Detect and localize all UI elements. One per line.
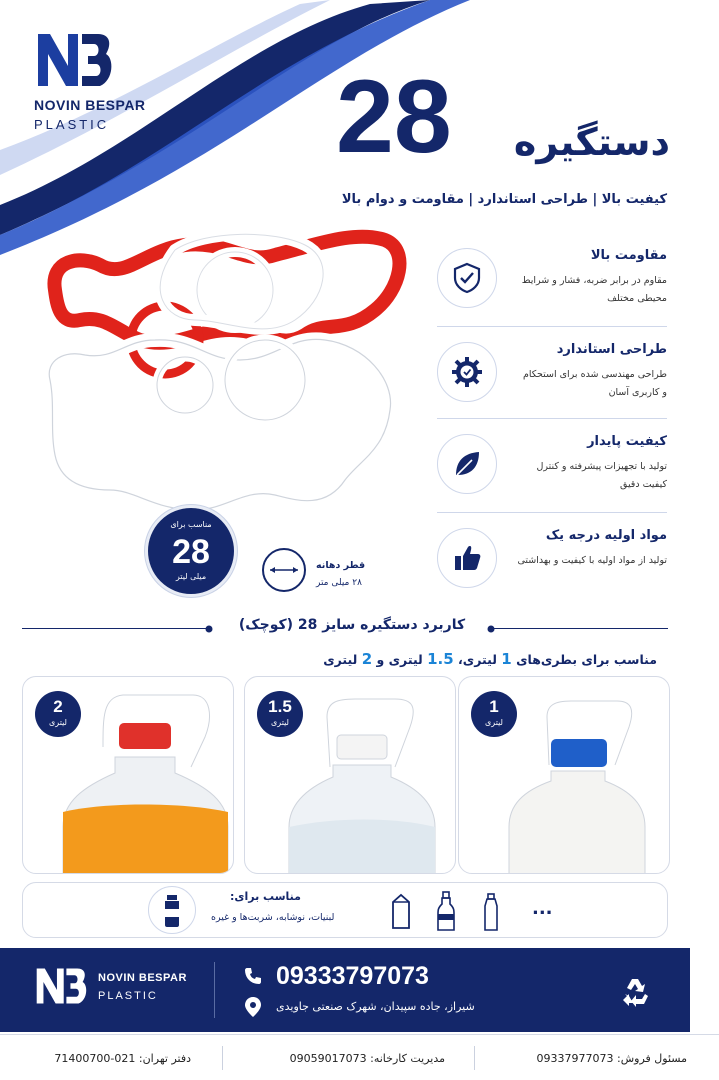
feature-title: مواد اولیه درجه یک [545,528,667,543]
usage-value-3: 2 [361,650,373,668]
drink-bottle-icon [148,886,196,934]
bottle-unit: لیتری [271,718,289,727]
hero-tagline: کیفیت بالا | طراحی استاندارد | مقاومت و دوام بالا [341,192,667,207]
soda-bottle-icon [435,890,457,934]
feature-item [437,338,667,418]
usage-unit-1: لیتری، [458,652,497,667]
logo-mark [34,30,114,90]
divider [437,418,667,419]
size-badge-value: 28 [172,533,210,571]
feature-item [437,244,667,324]
contact-separator [222,1046,223,1070]
bottle-unit: لیتری [49,718,67,727]
contact-tehran: دفتر تهران: 021-71400700 [54,1052,191,1065]
usage-line-right [492,628,668,629]
usage-unit-2: لیتری و [376,652,423,667]
feature-title: مقاومت بالا [590,248,667,263]
usage-unit-3: لیتری [323,652,358,667]
usage-dot-left [204,624,214,634]
divider [437,326,667,327]
footer-phone[interactable]: 09333797073 [276,962,429,990]
feature-item [437,524,667,604]
bottle-card-2l [22,676,234,874]
gear-check-icon [437,342,497,402]
footer-brand-name: NOVIN BESPAR [98,972,187,984]
brand-name: NOVIN BESPAR [34,97,146,113]
divider [437,512,667,513]
suitable-desc: لبنیات، نوشابه، شربت‌ها و غیره [211,912,335,923]
bottle-unit: لیتری [485,718,503,727]
size-badge [145,505,237,597]
usage-subtitle [323,650,657,668]
handles-image [25,210,415,530]
contact-sales: مسئول فروش: 09337977073 [536,1052,687,1065]
thumbs-up-icon [437,528,497,588]
bottle-badge-1-5l [257,691,303,737]
shield-check-icon [437,248,497,308]
bottle-size: 1.5 [268,697,292,716]
more-indicator: ... [532,898,553,919]
diameter-value: ۲۸ میلی متر [316,578,362,588]
bottle-card-1l [458,676,670,874]
feature-desc: مقاوم در برابر ضربه، فشار و شرایط محیطی مختلف [521,275,667,304]
footer-divider [214,962,215,1018]
bottle-size: 2 [53,697,63,716]
usage-subtitle-pre: مناسب برای بطری‌های [516,652,657,667]
water-bottle-icon [480,892,502,934]
diameter-icon [262,548,306,592]
suitable-strip [22,882,668,938]
bottle-size: 1 [489,697,499,716]
feature-desc: تولید از مواد اولیه با کیفیت و بهداشتی [517,555,667,566]
usage-title: کاربرد دستگیره سایز 28 (کوچک) [238,617,466,633]
size-badge-top: مناسب برای [170,520,212,529]
bottle-card-1-5l [244,676,456,874]
location-pin-icon [244,996,262,1018]
diameter-label: قطر دهانه [316,560,366,571]
feature-desc: طراحی مهندسی شده برای استحکام و کاربری آسان [522,369,667,398]
contact-factory: مدیریت کارخانه: 09059017073 [289,1052,445,1065]
feature-desc: تولید با تجهیزات پیشرفته و کنترل کیفیت دقیق [536,461,667,490]
leaf-icon [437,434,497,494]
suitable-title: مناسب برای: [230,890,301,903]
contact-separator [474,1046,475,1070]
bottle-badge-2l [35,691,81,737]
usage-dot-right [486,624,496,634]
recycle-icon [618,976,652,1008]
brand-sub: PLASTIC [34,117,110,132]
phone-icon [243,966,263,986]
footer-address: شیراز، جاده سپیدان، شهرک صنعتی جاویدی [276,1000,475,1013]
feature-title: طراحی استاندارد [556,342,667,357]
hero-title: دستگیره [513,120,670,164]
bottle-badge-1l [471,691,517,737]
footer-brand-sub: PLASTIC [98,990,158,1002]
feature-item [437,430,667,510]
usage-line-left [22,628,212,629]
footer-logo-mark [34,964,88,1017]
usage-value-2: 1.5 [427,650,454,668]
feature-title: کیفیت پایدار [587,434,667,449]
size-badge-unit: میلی لیتر [175,572,207,581]
usage-value-1: 1 [501,650,512,668]
hero-number: 28 [336,59,452,175]
milk-carton-icon [388,892,414,932]
